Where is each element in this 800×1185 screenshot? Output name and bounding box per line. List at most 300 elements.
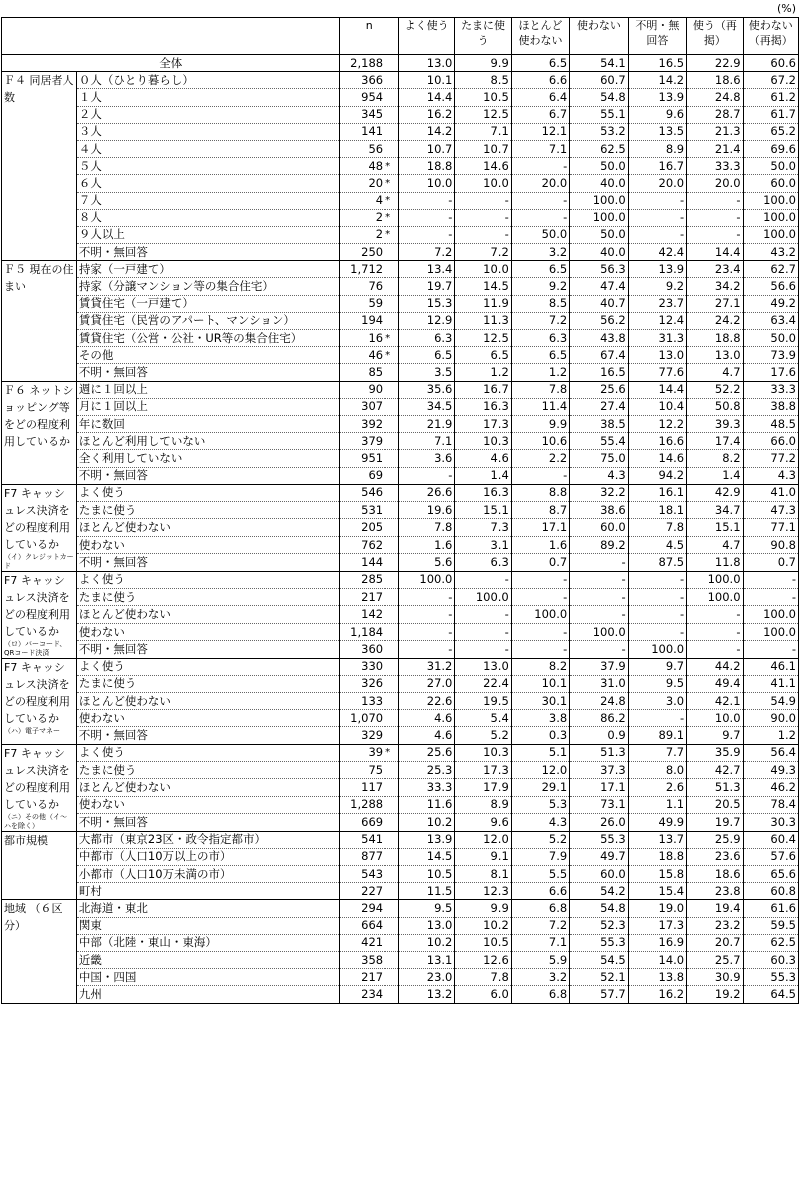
small-sample-flag bbox=[385, 710, 398, 727]
row-label: 賃貸住宅（民営のアパート、マンション） bbox=[76, 312, 340, 329]
n-cell: 217 bbox=[340, 969, 385, 986]
row-label: たまに使う bbox=[76, 762, 340, 779]
value-cell: 7.8 bbox=[511, 381, 569, 398]
value-cell: 8.9 bbox=[455, 796, 511, 813]
value-cell: 18.8 bbox=[687, 330, 743, 347]
value-cell: 7.2 bbox=[455, 244, 511, 261]
n-cell: 546 bbox=[340, 484, 385, 501]
value-cell: 7.7 bbox=[628, 744, 686, 761]
table-row bbox=[2, 261, 799, 278]
value-cell: 11.8 bbox=[687, 554, 743, 571]
value-cell: 13.0 bbox=[455, 658, 511, 675]
value-cell: 62.5 bbox=[743, 934, 798, 951]
value-cell: 75.0 bbox=[570, 450, 628, 467]
value-cell: 94.2 bbox=[628, 467, 686, 484]
n-cell: 358 bbox=[340, 951, 385, 968]
value-cell: - bbox=[511, 623, 569, 640]
value-cell: 66.0 bbox=[743, 433, 798, 450]
value-cell: - bbox=[687, 623, 743, 640]
value-cell: 3.6 bbox=[398, 450, 454, 467]
value-cell: 42.9 bbox=[687, 484, 743, 501]
value-cell: 6.4 bbox=[511, 89, 569, 106]
value-cell: 38.6 bbox=[570, 502, 628, 519]
small-sample-flag bbox=[385, 623, 398, 640]
small-sample-flag bbox=[385, 536, 398, 553]
value-cell: 31.3 bbox=[628, 330, 686, 347]
small-sample-flag bbox=[385, 900, 398, 917]
row-label: 小都市（人口10万未満の市） bbox=[76, 866, 340, 883]
value-cell: 28.7 bbox=[687, 106, 743, 123]
n-cell: 2 bbox=[340, 209, 385, 226]
value-cell: - bbox=[398, 606, 454, 623]
value-cell: 7.2 bbox=[398, 244, 454, 261]
value-cell: 35.9 bbox=[687, 744, 743, 761]
value-cell: 51.3 bbox=[687, 779, 743, 796]
value-cell: 10.7 bbox=[455, 140, 511, 157]
value-cell: 4.3 bbox=[743, 467, 798, 484]
n-cell: 217 bbox=[340, 589, 385, 606]
value-cell: 63.4 bbox=[743, 312, 798, 329]
table-row bbox=[2, 192, 799, 209]
header-col: 使う（再掲） bbox=[687, 18, 743, 55]
value-cell: 60.8 bbox=[743, 883, 798, 900]
header-n: n bbox=[340, 18, 398, 55]
value-cell: 23.4 bbox=[687, 261, 743, 278]
n-cell: 366 bbox=[340, 72, 385, 89]
value-cell: 17.6 bbox=[743, 364, 798, 381]
row-label: 使わない bbox=[76, 536, 340, 553]
small-sample-flag bbox=[385, 467, 398, 484]
small-sample-flag bbox=[385, 554, 398, 571]
table-row bbox=[2, 866, 799, 883]
value-cell: 13.8 bbox=[628, 969, 686, 986]
table-row bbox=[2, 72, 799, 89]
row-label: 大都市（東京23区・政令指定都市） bbox=[76, 831, 340, 848]
value-cell: 60.6 bbox=[743, 55, 798, 72]
n-cell: 48 bbox=[340, 158, 385, 175]
value-cell: 35.6 bbox=[398, 381, 454, 398]
value-cell: 9.5 bbox=[398, 900, 454, 917]
value-cell: 8.2 bbox=[687, 450, 743, 467]
value-cell: - bbox=[628, 623, 686, 640]
value-cell: 0.3 bbox=[511, 727, 569, 744]
value-cell: 31.0 bbox=[570, 675, 628, 692]
row-label: ５人 bbox=[76, 158, 340, 175]
small-sample-flag bbox=[385, 106, 398, 123]
small-sample-flag bbox=[385, 89, 398, 106]
value-cell: 22.9 bbox=[687, 55, 743, 72]
value-cell: - bbox=[455, 192, 511, 209]
value-cell: 10.2 bbox=[398, 814, 454, 831]
value-cell: 54.2 bbox=[570, 883, 628, 900]
value-cell: 61.6 bbox=[743, 900, 798, 917]
table-row bbox=[2, 502, 799, 519]
small-sample-flag bbox=[385, 675, 398, 692]
value-cell: 6.6 bbox=[511, 883, 569, 900]
value-cell: 42.7 bbox=[687, 762, 743, 779]
table-row bbox=[2, 710, 799, 727]
value-cell: 9.1 bbox=[455, 848, 511, 865]
value-cell: 86.2 bbox=[570, 710, 628, 727]
n-cell: 541 bbox=[340, 831, 385, 848]
small-sample-flag bbox=[385, 278, 398, 295]
value-cell: - bbox=[511, 641, 569, 658]
value-cell: 18.8 bbox=[628, 848, 686, 865]
row-label: 町村 bbox=[76, 883, 340, 900]
value-cell: 33.3 bbox=[743, 381, 798, 398]
value-cell: 89.2 bbox=[570, 536, 628, 553]
group-title-text: 都市規模 bbox=[4, 833, 48, 847]
value-cell: 41.1 bbox=[743, 675, 798, 692]
value-cell: 5.5 bbox=[511, 866, 569, 883]
total-row bbox=[2, 55, 799, 72]
small-sample-flag bbox=[385, 951, 398, 968]
value-cell: 52.1 bbox=[570, 969, 628, 986]
value-cell: 12.3 bbox=[455, 883, 511, 900]
n-cell: 1,070 bbox=[340, 710, 385, 727]
value-cell: 7.1 bbox=[511, 934, 569, 951]
value-cell: 73.1 bbox=[570, 796, 628, 813]
header-col: 使わない（再掲） bbox=[743, 18, 798, 55]
table-row bbox=[2, 381, 799, 398]
value-cell: 7.1 bbox=[455, 123, 511, 140]
value-cell: 50.0 bbox=[743, 158, 798, 175]
value-cell: - bbox=[398, 192, 454, 209]
table-row bbox=[2, 900, 799, 917]
value-cell: 7.8 bbox=[455, 969, 511, 986]
table-row bbox=[2, 969, 799, 986]
value-cell: - bbox=[398, 209, 454, 226]
table-row bbox=[2, 727, 799, 744]
value-cell: 49.4 bbox=[687, 675, 743, 692]
value-cell: 11.4 bbox=[511, 398, 569, 415]
n-cell: 205 bbox=[340, 519, 385, 536]
header-col: たまに使う bbox=[455, 18, 511, 55]
value-cell: - bbox=[628, 571, 686, 588]
value-cell: 62.5 bbox=[570, 140, 628, 157]
row-label: ０人（ひとり暮らし） bbox=[76, 72, 340, 89]
value-cell: 25.7 bbox=[687, 951, 743, 968]
value-cell: 6.5 bbox=[398, 347, 454, 364]
n-cell: 421 bbox=[340, 934, 385, 951]
value-cell: 39.3 bbox=[687, 415, 743, 432]
small-sample-flag bbox=[385, 502, 398, 519]
group-title-text: F7 キャッシュレス決済をどの程度利用しているか bbox=[4, 660, 70, 725]
value-cell: 51.3 bbox=[570, 744, 628, 761]
small-sample-flag bbox=[385, 72, 398, 89]
value-cell: 100.0 bbox=[628, 641, 686, 658]
value-cell: 21.3 bbox=[687, 123, 743, 140]
value-cell: 16.5 bbox=[570, 364, 628, 381]
header-col: 使わない bbox=[570, 18, 628, 55]
value-cell: - bbox=[455, 623, 511, 640]
small-sample-flag bbox=[385, 779, 398, 796]
small-sample-flag bbox=[385, 796, 398, 813]
table-row bbox=[2, 226, 799, 243]
group-title bbox=[2, 261, 77, 381]
table-row bbox=[2, 796, 799, 813]
small-sample-flag bbox=[385, 312, 398, 329]
value-cell: 10.5 bbox=[455, 934, 511, 951]
table-row bbox=[2, 951, 799, 968]
value-cell: 16.5 bbox=[628, 55, 686, 72]
row-label: 中都市（人口10万以上の市） bbox=[76, 848, 340, 865]
value-cell: - bbox=[455, 641, 511, 658]
value-cell: 40.0 bbox=[570, 244, 628, 261]
value-cell: 33.3 bbox=[687, 158, 743, 175]
row-label: たまに使う bbox=[76, 589, 340, 606]
value-cell: 11.5 bbox=[398, 883, 454, 900]
value-cell: 34.5 bbox=[398, 398, 454, 415]
value-cell: 3.1 bbox=[455, 536, 511, 553]
small-sample-flag: * bbox=[385, 175, 398, 192]
value-cell: - bbox=[511, 192, 569, 209]
value-cell: - bbox=[570, 571, 628, 588]
value-cell: 10.5 bbox=[398, 866, 454, 883]
value-cell: 60.0 bbox=[570, 519, 628, 536]
value-cell: 18.8 bbox=[398, 158, 454, 175]
value-cell: 52.3 bbox=[570, 917, 628, 934]
value-cell: 7.8 bbox=[398, 519, 454, 536]
small-sample-flag bbox=[385, 969, 398, 986]
small-sample-flag bbox=[385, 814, 398, 831]
group-title bbox=[2, 900, 77, 1003]
value-cell: 69.6 bbox=[743, 140, 798, 157]
value-cell: 9.6 bbox=[455, 814, 511, 831]
value-cell: 50.0 bbox=[570, 226, 628, 243]
group-title-text: Ｆ４ 同居者人数 bbox=[4, 74, 74, 105]
n-cell: 951 bbox=[340, 450, 385, 467]
value-cell: 14.6 bbox=[628, 450, 686, 467]
value-cell: 13.0 bbox=[687, 347, 743, 364]
group-title-text: F7 キャッシュレス決済をどの程度利用しているか bbox=[4, 573, 70, 638]
value-cell: 60.0 bbox=[570, 866, 628, 883]
n-cell: 85 bbox=[340, 364, 385, 381]
value-cell: 5.2 bbox=[455, 727, 511, 744]
small-sample-flag bbox=[385, 917, 398, 934]
n-cell: 326 bbox=[340, 675, 385, 692]
value-cell: 57.7 bbox=[570, 986, 628, 1003]
value-cell: 0.7 bbox=[743, 554, 798, 571]
n-cell: 59 bbox=[340, 295, 385, 312]
row-label: 不明・無回答 bbox=[76, 364, 340, 381]
value-cell: 10.1 bbox=[511, 675, 569, 692]
value-cell: 21.4 bbox=[687, 140, 743, 157]
value-cell: 27.0 bbox=[398, 675, 454, 692]
value-cell: 7.1 bbox=[398, 433, 454, 450]
value-cell: 14.4 bbox=[398, 89, 454, 106]
value-cell: 22.6 bbox=[398, 693, 454, 710]
value-cell: 100.0 bbox=[743, 606, 798, 623]
value-cell: 54.8 bbox=[570, 900, 628, 917]
value-cell: - bbox=[511, 589, 569, 606]
value-cell: 16.2 bbox=[398, 106, 454, 123]
small-sample-flag bbox=[385, 848, 398, 865]
value-cell: 1.6 bbox=[511, 536, 569, 553]
value-cell: 7.2 bbox=[511, 312, 569, 329]
group-title-text: F7 キャッシュレス決済をどの程度利用しているか bbox=[4, 486, 70, 551]
value-cell: - bbox=[398, 226, 454, 243]
value-cell: 18.6 bbox=[687, 72, 743, 89]
value-cell: - bbox=[628, 209, 686, 226]
row-label: ほとんど利用していない bbox=[76, 433, 340, 450]
small-sample-flag bbox=[385, 831, 398, 848]
table-row bbox=[2, 415, 799, 432]
value-cell: 50.0 bbox=[570, 158, 628, 175]
value-cell: 1.2 bbox=[743, 727, 798, 744]
table-row bbox=[2, 536, 799, 553]
row-label: よく使う bbox=[76, 484, 340, 501]
value-cell: 100.0 bbox=[570, 209, 628, 226]
value-cell: 10.3 bbox=[455, 433, 511, 450]
value-cell: 3.8 bbox=[511, 710, 569, 727]
value-cell: 4.5 bbox=[628, 536, 686, 553]
value-cell: 19.6 bbox=[398, 502, 454, 519]
row-label: ７人 bbox=[76, 192, 340, 209]
row-label: 中国・四国 bbox=[76, 969, 340, 986]
value-cell: 15.1 bbox=[687, 519, 743, 536]
small-sample-flag bbox=[385, 986, 398, 1003]
table-row bbox=[2, 209, 799, 226]
small-sample-flag: * bbox=[385, 330, 398, 347]
value-cell: 60.4 bbox=[743, 831, 798, 848]
value-cell: 54.8 bbox=[570, 89, 628, 106]
value-cell: 10.0 bbox=[687, 710, 743, 727]
small-sample-flag: * bbox=[385, 347, 398, 364]
group-subtitle: （ハ）電子マネー bbox=[4, 726, 60, 735]
value-cell: - bbox=[687, 226, 743, 243]
value-cell: 14.4 bbox=[687, 244, 743, 261]
value-cell: 17.4 bbox=[687, 433, 743, 450]
n-cell: 330 bbox=[340, 658, 385, 675]
header-row bbox=[2, 18, 799, 55]
group-title-text: F7 キャッシュレス決済をどの程度利用しているか bbox=[4, 746, 70, 811]
value-cell: 23.6 bbox=[687, 848, 743, 865]
row-label: 使わない bbox=[76, 796, 340, 813]
value-cell: 43.8 bbox=[570, 330, 628, 347]
table-row bbox=[2, 762, 799, 779]
row-label: ６人 bbox=[76, 175, 340, 192]
value-cell: 13.9 bbox=[628, 261, 686, 278]
value-cell: 49.2 bbox=[743, 295, 798, 312]
n-cell: 1,184 bbox=[340, 623, 385, 640]
value-cell: 20.0 bbox=[628, 175, 686, 192]
table-row bbox=[2, 450, 799, 467]
value-cell: 8.5 bbox=[511, 295, 569, 312]
n-cell: 669 bbox=[340, 814, 385, 831]
total-label: 全体 bbox=[2, 55, 340, 72]
n-cell: 360 bbox=[340, 641, 385, 658]
table-row bbox=[2, 123, 799, 140]
value-cell: 100.0 bbox=[570, 192, 628, 209]
table-row bbox=[2, 779, 799, 796]
value-cell: 0.9 bbox=[570, 727, 628, 744]
value-cell: 7.9 bbox=[511, 848, 569, 865]
value-cell: 20.5 bbox=[687, 796, 743, 813]
n-cell: 392 bbox=[340, 415, 385, 432]
value-cell: - bbox=[511, 467, 569, 484]
n-cell: 234 bbox=[340, 986, 385, 1003]
n-cell: 46 bbox=[340, 347, 385, 364]
row-label: ８人 bbox=[76, 209, 340, 226]
n-cell: 329 bbox=[340, 727, 385, 744]
row-label: ２人 bbox=[76, 106, 340, 123]
value-cell: 50.0 bbox=[743, 330, 798, 347]
value-cell: 26.0 bbox=[570, 814, 628, 831]
value-cell: - bbox=[455, 606, 511, 623]
table-row bbox=[2, 848, 799, 865]
table-row bbox=[2, 278, 799, 295]
value-cell: - bbox=[570, 606, 628, 623]
group-subtitle: （ニ）その他（イ～ハを除く） bbox=[4, 812, 67, 830]
value-cell: - bbox=[398, 623, 454, 640]
value-cell: 7.8 bbox=[628, 519, 686, 536]
small-sample-flag bbox=[385, 606, 398, 623]
small-sample-flag bbox=[385, 398, 398, 415]
n-cell: 762 bbox=[340, 536, 385, 553]
value-cell: - bbox=[398, 641, 454, 658]
value-cell: 62.7 bbox=[743, 261, 798, 278]
table-row bbox=[2, 675, 799, 692]
table-row bbox=[2, 347, 799, 364]
value-cell: 8.2 bbox=[511, 658, 569, 675]
value-cell: 12.1 bbox=[511, 123, 569, 140]
row-label: 不明・無回答 bbox=[76, 641, 340, 658]
value-cell: 34.7 bbox=[687, 502, 743, 519]
value-cell: 46.1 bbox=[743, 658, 798, 675]
value-cell: 13.0 bbox=[398, 55, 454, 72]
value-cell: 43.2 bbox=[743, 244, 798, 261]
value-cell: 19.5 bbox=[455, 693, 511, 710]
value-cell: - bbox=[511, 158, 569, 175]
row-label: 持家（一戸建て） bbox=[76, 261, 340, 278]
n-cell: 144 bbox=[340, 554, 385, 571]
value-cell: 1.6 bbox=[398, 536, 454, 553]
value-cell: 77.2 bbox=[743, 450, 798, 467]
value-cell: - bbox=[455, 226, 511, 243]
value-cell: 3.0 bbox=[628, 693, 686, 710]
value-cell: 34.2 bbox=[687, 278, 743, 295]
table-row bbox=[2, 330, 799, 347]
value-cell: 20.7 bbox=[687, 934, 743, 951]
small-sample-flag bbox=[385, 658, 398, 675]
value-cell: - bbox=[628, 192, 686, 209]
value-cell: 100.0 bbox=[743, 623, 798, 640]
table-row bbox=[2, 158, 799, 175]
value-cell: 23.2 bbox=[687, 917, 743, 934]
header-col: ほとんど使わない bbox=[511, 18, 569, 55]
value-cell: 5.9 bbox=[511, 951, 569, 968]
table-row bbox=[2, 312, 799, 329]
value-cell: 8.5 bbox=[455, 72, 511, 89]
value-cell: 56.3 bbox=[570, 261, 628, 278]
row-label: 使わない bbox=[76, 623, 340, 640]
value-cell: 61.7 bbox=[743, 106, 798, 123]
value-cell: 10.0 bbox=[455, 261, 511, 278]
row-label: 年に数回 bbox=[76, 415, 340, 432]
n-cell: 877 bbox=[340, 848, 385, 865]
value-cell: 37.9 bbox=[570, 658, 628, 675]
crosstab-table bbox=[1, 17, 799, 1004]
small-sample-flag bbox=[385, 693, 398, 710]
value-cell: 55.3 bbox=[570, 831, 628, 848]
n-cell: 2 bbox=[340, 226, 385, 243]
value-cell: 1.1 bbox=[628, 796, 686, 813]
value-cell: 8.8 bbox=[511, 484, 569, 501]
row-label: 不明・無回答 bbox=[76, 814, 340, 831]
table-row bbox=[2, 814, 799, 831]
value-cell: 54.1 bbox=[570, 55, 628, 72]
